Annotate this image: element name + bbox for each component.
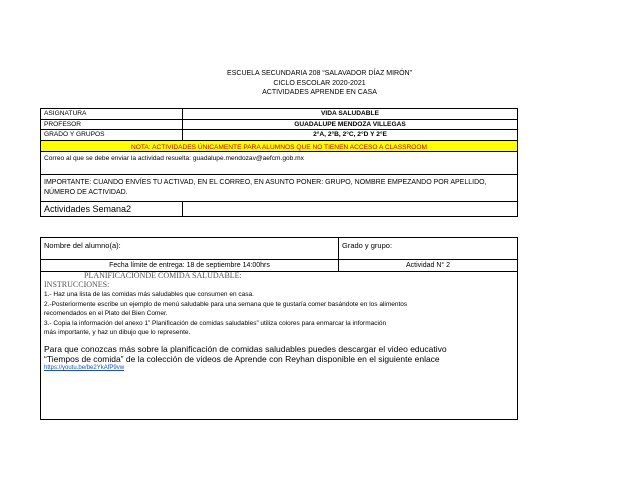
planificacion-heading: PLANIFICACIONDE COMIDA SALUDABLE:	[84, 271, 242, 280]
step-3-line-2: más importante, y haz un dibujo que lo represente.	[44, 329, 191, 336]
grado-value: 2°A, 2°B, 2°C, 2°D Y 2°E	[313, 131, 387, 138]
activity-title: ACTIVIDADES APRENDE EN CASA	[262, 89, 377, 96]
asignatura-value: VIDA SALUDABLE	[320, 110, 379, 117]
grado-label: GRADO Y GRUPOS	[41, 130, 183, 140]
profesor-value: GUADALUPE MENDOZA VILLEGAS	[294, 120, 406, 128]
grado-grupo-label: Grado y grupo:	[342, 241, 393, 250]
importante-text: IMPORTANTE: CUANDO ENVÍES TU ACTIVAD, EN EL CORREO, EN ASUNTO PONER: GRUPO, NOMBRE EMPEZANDO POR APELLIDO, NÚMERO DE ACTIVIDAD.	[44, 178, 487, 196]
actividades-blank	[183, 202, 517, 216]
video-paragraph	[44, 345, 514, 364]
nota-row	[41, 141, 517, 152]
nombre-label: Nombre del alumno(a):	[41, 238, 339, 259]
step-2-line-1: 2.-Posteriormente escribe un ejemplo de menú saludable para una semana que te gustaría comer basándote en los alimentos	[44, 301, 408, 308]
grado-row	[41, 130, 517, 141]
video-link[interactable]: https://youtu.be/be2YkAfP9vw	[44, 365, 125, 371]
asignatura-row	[41, 109, 517, 120]
actividades-label: Actividades Semana2	[41, 202, 183, 216]
step-1: 1.- Haz una lista de las comidas más saludables que consumen en casa.	[44, 291, 254, 298]
correo-text: Correo al que se debe enviar la actividad resuelta: guadalupe.mendozav@aefcm.gob.mx	[44, 154, 304, 162]
actividad-numero: Actividad N° 2	[405, 262, 451, 269]
profesor-label: PROFESOR	[41, 120, 183, 130]
step-2-line-2: recomendados en el Plato del Bien Comer.	[44, 310, 168, 317]
video-paragraph-line-1: Para que conozcas más sobre la planificación de comidas saludables puedes descargar el video educativo	[44, 344, 447, 354]
step-3	[44, 319, 514, 337]
info-table	[40, 108, 518, 217]
step-3-line-1: 3.- Copia la información del anexo 1” Planificación de comidas saludables” utiliza colores para enmarcar la información	[44, 320, 387, 327]
school-cycle: CICLO ESCOLAR 2020-2021	[273, 79, 366, 87]
activity-body	[41, 272, 517, 373]
document-header	[0, 69, 639, 98]
actividades-row	[41, 202, 517, 216]
correo-row	[41, 152, 517, 175]
student-row	[41, 238, 517, 260]
activity-table	[40, 237, 518, 420]
school-name: ESCUELA SECUNDARIA 208 “SALAVADOR DÍAZ MIRÓN”	[227, 70, 412, 77]
profesor-row	[41, 120, 517, 131]
importante-row	[41, 175, 517, 202]
video-paragraph-line-2: “Tiempos de comida” de la colección de videos de Aprende con Reyhan disponible en el siguiente enlace	[44, 353, 440, 364]
asignatura-label: ASIGNATURA	[41, 109, 183, 119]
fecha-limite: Fecha límite de entrega: 18 de septiembre 14:00hrs	[41, 260, 339, 271]
instrucciones-heading: INSTRUCCIONES:	[44, 280, 110, 289]
nota-banner: NOTA: ACTIVIDADES ÚNICAMENTE PARA ALUMNOS QUE NO TIENEN ACCESO A CLASSROOM	[41, 141, 517, 151]
step-2	[44, 300, 514, 318]
